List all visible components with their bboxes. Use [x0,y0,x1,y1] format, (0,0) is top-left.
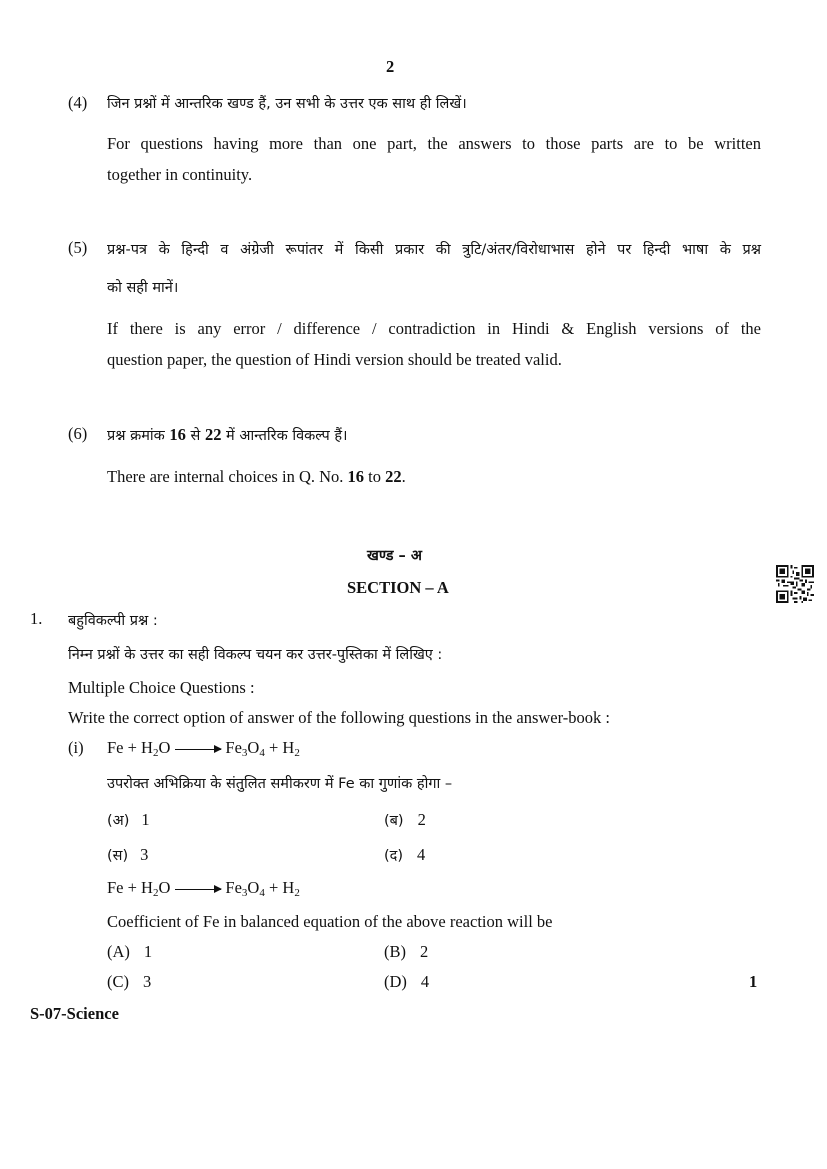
option-hindi-b: (ब) 2 [384,810,426,829]
reaction-arrow-icon [175,749,221,750]
section-title-english: SECTION – A [347,578,449,597]
question-instruction-hindi: निम्न प्रश्नों के उत्तर का सही विकल्प चयन कर उत्तर-पुस्तिका में लिखिए : [68,647,443,663]
option-hindi-a: (अ) 1 [107,810,150,829]
question-number: 1. [30,609,43,628]
instruction-6-number: (6) [68,424,88,443]
option-english-a: (A) 1 [107,942,153,961]
option-english-b: (B) 2 [384,942,429,961]
instruction-5-number: (5) [68,238,88,257]
option-english-c: (C) 3 [107,972,152,991]
question-instruction-english: Write the correct option of answer of the following questions in the answer-book : [68,708,610,727]
footer-code: S-07-Science [30,1004,119,1023]
question-text-english: Coefficient of Fe in balanced equation of the above reaction will be [107,912,553,931]
option-english-d: (D) 4 [384,972,430,991]
instruction-6-english: There are internal choices in Q. No. 16 to 22. [107,467,406,486]
instruction-5-english-line-2: question paper, the question of Hindi version should be treated valid. [107,350,562,369]
marks: 1 [749,972,758,991]
question-text-hindi: उपरोक्त अभिक्रिया के संतुलित समीकरण में Fe का गुणांक होगा – [107,776,453,792]
instruction-4-english-line-1: For questions having more than one part, the answers to those parts are to be written [107,134,761,153]
section-title-hindi: खण्ड – अ [367,548,422,564]
question-heading-hindi: बहुविकल्पी प्रश्न : [68,613,158,629]
reaction-arrow-icon [175,889,221,890]
chemical-equation: $Fe + H_2O$ $Fe_3O_4 + H_2$ [107,738,300,759]
instruction-5-hindi-line-2: को सही मानें। [107,280,179,296]
option-hindi-d: (द) 4 [384,845,426,864]
instruction-6-hindi: प्रश्न क्रमांक 16 से 22 में आन्तरिक विकल्प हैं। [107,425,348,444]
sub-question-label: (i) [68,738,84,757]
instruction-5-english-line-1: If there is any error / difference / contradiction in Hindi & English versions of the [107,319,761,338]
chemical-equation-english: $Fe + H_2O$ $Fe_3O_4 + H_2$ [107,878,300,899]
instruction-4-hindi: जिन प्रश्नों में आन्तरिक खण्ड हैं, उन सभी के उत्तर एक साथ ही लिखें। [107,96,467,112]
qr-code-icon [776,565,814,603]
question-heading-english: Multiple Choice Questions : [68,678,255,697]
instruction-5-hindi-line-1: प्रश्न-पत्र के हिन्दी व अंग्रेजी रूपांतर में किसी प्रकार की त्रुटि/अंतर/विरोधाभास होने पर हिन्दी भाषा के प्रश्न [107,242,761,258]
instruction-4-number: (4) [68,93,88,112]
page-number: 2 [386,57,395,76]
instruction-4-english-line-2: together in continuity. [107,165,253,184]
option-hindi-c: (स) 3 [107,845,149,864]
